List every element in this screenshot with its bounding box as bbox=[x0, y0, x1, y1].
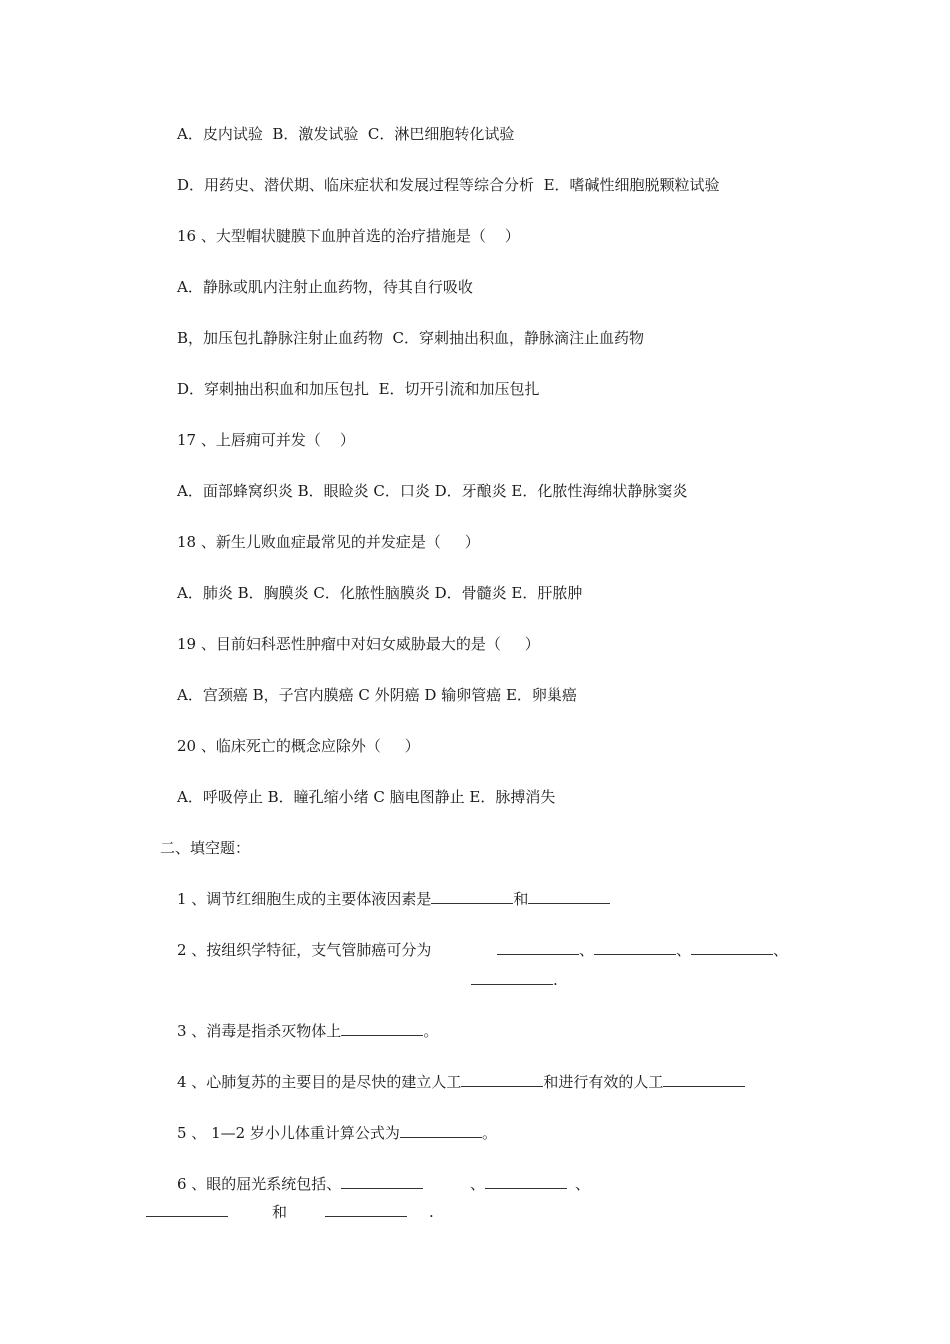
fill-6-blanks bbox=[470, 1174, 590, 1194]
fill-4-connector: 和进行有效的人工 bbox=[543, 1073, 664, 1091]
separator: 、 bbox=[579, 941, 595, 959]
option-line-15-de: D．用药史、潜伏期、临床症状和发展过程等综合分析 E．嗜碱性细胞脱颗粒试验 bbox=[177, 176, 720, 194]
fill-6-continued bbox=[146, 1202, 434, 1222]
fill-4-text: 4 、心肺复苏的主要目的是尽快的建立人工 bbox=[177, 1073, 462, 1091]
fill-1-text: 1 、调节红细胞生成的主要体液因素是 bbox=[177, 890, 432, 908]
option-line-16-a: A．静脉或肌内注射止血药物，待其自行吸收 bbox=[177, 278, 473, 296]
answer-blank[interactable] bbox=[325, 1202, 407, 1217]
fill-question-3 bbox=[177, 1021, 438, 1041]
period: . bbox=[429, 1203, 434, 1221]
answer-blank[interactable] bbox=[485, 1174, 567, 1189]
question-18: 18 、新生儿败血症最常见的并发症是（ ） bbox=[177, 533, 480, 551]
fill-question-1 bbox=[177, 889, 610, 909]
answer-blank[interactable] bbox=[497, 940, 579, 955]
answer-blank[interactable] bbox=[341, 1021, 423, 1036]
fill-question-2 bbox=[177, 940, 431, 960]
separator: 、 bbox=[575, 1175, 591, 1193]
answer-blank[interactable] bbox=[691, 940, 773, 955]
option-line-17: A．面部蜂窝织炎 B．眼睑炎 C．口炎 D．牙酿炎 E．化脓性海绵状静脉窦炎 bbox=[177, 482, 688, 500]
period: . bbox=[553, 971, 558, 989]
fill-3-text: 3 、消毒是指杀灭物体上 bbox=[177, 1022, 342, 1040]
answer-blank[interactable] bbox=[528, 889, 610, 904]
option-line-18: A．肺炎 B．胸膜炎 C．化脓性脑膜炎 D．骨髓炎 E．肝脓肿 bbox=[177, 584, 583, 602]
question-19: 19 、目前妇科恶性肿瘤中对妇女威胁最大的是（ ） bbox=[177, 635, 540, 653]
fill-question-4 bbox=[177, 1072, 745, 1092]
answer-blank[interactable] bbox=[594, 940, 676, 955]
answer-blank[interactable] bbox=[341, 1174, 423, 1189]
option-line-16-bc: B，加压包扎静脉注射止血药物 C．穿刺抽出积血，静脉滴注止血药物 bbox=[177, 329, 645, 347]
answer-blank[interactable] bbox=[146, 1202, 228, 1217]
fill-6-connector: 和 bbox=[272, 1203, 288, 1221]
answer-blank[interactable] bbox=[663, 1072, 745, 1087]
option-line-15-abc: A．皮内试验 B．激发试验 C．淋巴细胞转化试验 bbox=[177, 125, 515, 143]
fill-2-blank-continued bbox=[471, 970, 558, 990]
separator: 、 bbox=[676, 941, 692, 959]
period: 。 bbox=[481, 1124, 497, 1142]
option-line-19: A．宫颈癌 B，子宫内膜癌 C 外阴癌 D 输卵管癌 E．卵巢癌 bbox=[177, 686, 577, 704]
answer-blank[interactable] bbox=[431, 889, 513, 904]
fill-question-5 bbox=[177, 1123, 497, 1143]
question-17: 17 、上唇痈可并发（ ） bbox=[177, 431, 355, 449]
fill-2-text: 2 、按组织学特征，支气管肺癌可分为 bbox=[177, 941, 432, 959]
answer-blank[interactable] bbox=[471, 970, 553, 985]
fill-2-blanks bbox=[497, 940, 788, 960]
option-line-20: A．呼吸停止 B．瞳孔缩小绪 C 脑电图静止 E．脉搏消失 bbox=[177, 788, 556, 806]
fill-6-text: 6 、眼的屈光系统包括、 bbox=[177, 1175, 342, 1193]
separator: 、 bbox=[470, 1175, 486, 1193]
answer-blank[interactable] bbox=[461, 1072, 543, 1087]
fill-question-6 bbox=[177, 1174, 423, 1194]
fill-5-text: 5 、 1—2 岁小儿体重计算公式为 bbox=[177, 1124, 400, 1142]
question-20: 20 、临床死亡的概念应除外（ ） bbox=[177, 737, 420, 755]
option-line-16-de: D．穿刺抽出积血和加压包扎 E．切开引流和加压包扎 bbox=[177, 380, 540, 398]
answer-blank[interactable] bbox=[400, 1123, 482, 1138]
period: 。 bbox=[423, 1022, 439, 1040]
question-16: 16 、大型帽状腱膜下血肿首选的治疗措施是（ ） bbox=[177, 227, 520, 245]
fill-1-connector: 和 bbox=[513, 890, 529, 908]
section-heading-fill-in: 二、填空题： bbox=[160, 839, 251, 857]
separator: 、 bbox=[773, 941, 789, 959]
